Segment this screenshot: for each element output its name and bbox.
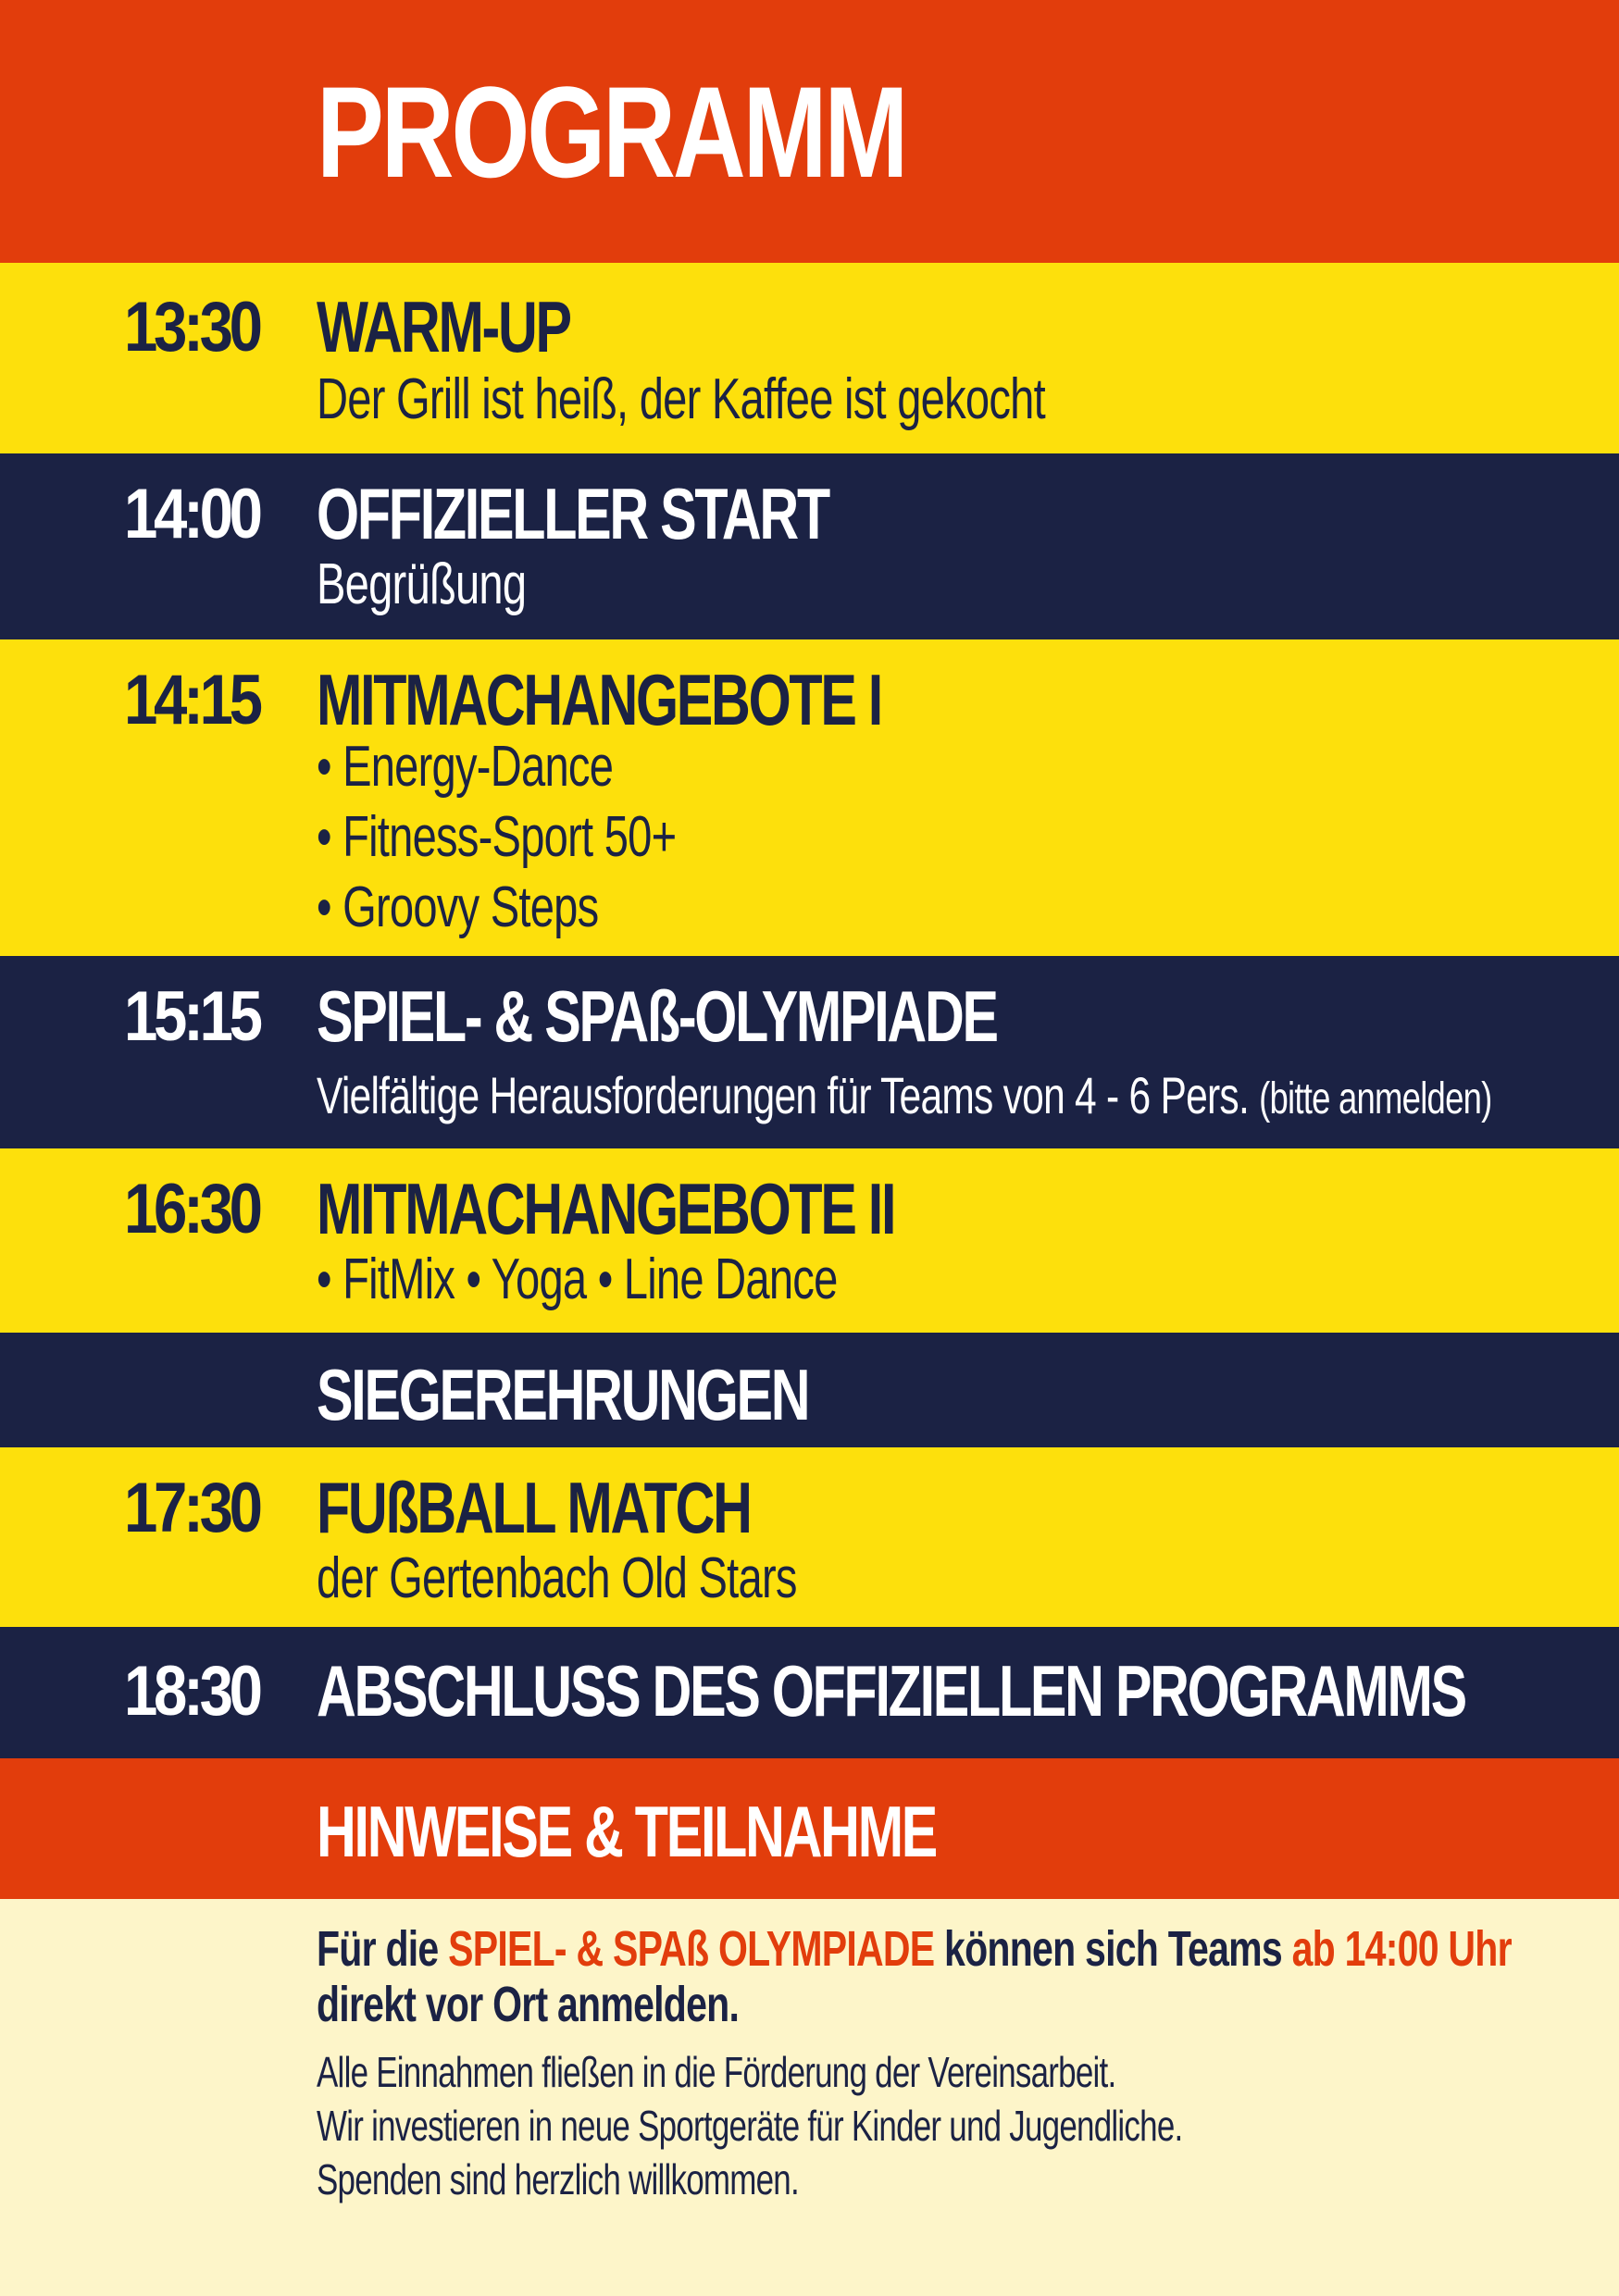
- schedule-item-warm-up: [0, 263, 1619, 453]
- schedule-time: 15:15: [124, 977, 259, 1056]
- notice-header-band: [0, 1758, 1619, 1899]
- schedule-subtitle: der Gertenbach Old Stars: [317, 1546, 797, 1610]
- schedule-title: SPIEL- & SPAß-OLYMPIADE: [317, 975, 997, 1057]
- schedule-time: 14:00: [124, 475, 259, 553]
- notice-info-line: Alle Einnahmen fließen in die Förderung der Vereinsarbeit.: [317, 2048, 1116, 2096]
- schedule-item-official-start: [0, 453, 1619, 639]
- header-band: [0, 0, 1619, 263]
- schedule-time: 13:30: [124, 288, 259, 366]
- notice-highlight-event: SPIEL- & SPAß OLYMPIADE: [448, 1921, 935, 1977]
- schedule-item-activities-2: [0, 1148, 1619, 1333]
- list-item: • Energy-Dance: [317, 735, 614, 799]
- notice-registration: [317, 1921, 1513, 2032]
- schedule-item-awards: [0, 1333, 1619, 1447]
- schedule-item-activities-1: [0, 639, 1619, 956]
- schedule-time: 16:30: [124, 1170, 259, 1248]
- schedule-item-olympiade: [0, 956, 1619, 1148]
- schedule-time: 14:15: [124, 661, 259, 739]
- schedule-note: (bitte anmelden): [1259, 1074, 1492, 1123]
- notice-info-line: Wir investieren in neue Sportgeräte für Kinder und Jugendliche.: [317, 2102, 1183, 2150]
- schedule-title: ABSCHLUSS DES OFFIZIELLEN PROGRAMMS: [317, 1650, 1465, 1731]
- schedule-subtitle: Begrüßung: [317, 552, 527, 616]
- schedule-subtitle-text: Vielfältige Herausforderungen für Teams von 4 - 6 Pers.: [317, 1066, 1250, 1124]
- schedule-subtitle: • FitMix • Yoga • Line Dance: [317, 1247, 838, 1311]
- notice-title: HINWEISE & TEILNAHME: [317, 1791, 937, 1872]
- list-item: • Groovy Steps: [317, 875, 599, 939]
- schedule-time: 18:30: [124, 1652, 259, 1731]
- schedule-title: WARM-UP: [317, 286, 570, 367]
- notice-highlight-time: ab 14:00 Uhr: [1291, 1921, 1512, 1977]
- notice-info-line: Spenden sind herzlich willkommen.: [317, 2155, 799, 2203]
- schedule-item-football: [0, 1447, 1619, 1627]
- schedule-title: SIEGEREHRUNGEN: [317, 1354, 809, 1435]
- schedule-item-closing: [0, 1627, 1619, 1758]
- schedule-time: 17:30: [124, 1469, 259, 1547]
- activity-list: [317, 732, 790, 943]
- schedule-subtitle: [317, 1065, 1492, 1125]
- schedule-title: FUßBALL MATCH: [317, 1467, 751, 1548]
- schedule-title: MITMACHANGEBOTE II: [317, 1168, 895, 1249]
- notice-info: [317, 2045, 1513, 2206]
- notice-text: direkt vor Ort anmelden.: [317, 1977, 740, 2032]
- schedule-title: OFFIZIELLER START: [317, 473, 828, 554]
- page-title: PROGRAMM: [317, 59, 906, 205]
- notice-text: Für die: [317, 1921, 449, 1977]
- schedule-subtitle: Der Grill ist heiß, der Kaffee ist gekocht: [317, 367, 1045, 431]
- list-item: • Fitness-Sport 50+: [317, 805, 677, 869]
- notice-text: können sich Teams: [934, 1921, 1292, 1977]
- schedule-title: MITMACHANGEBOTE I: [317, 659, 881, 740]
